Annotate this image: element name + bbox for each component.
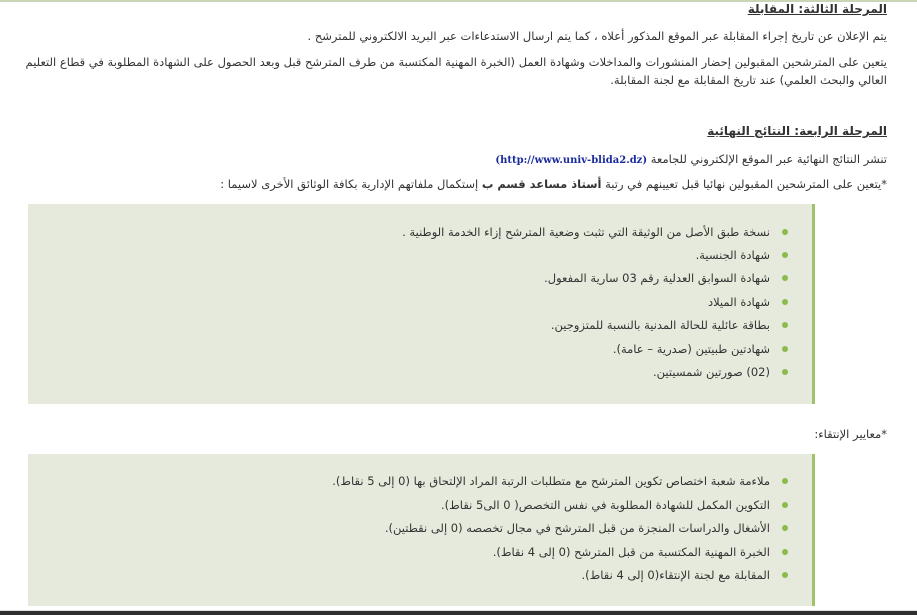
- bullet-icon: [782, 369, 788, 375]
- results-paragraph: [495, 150, 887, 170]
- list-item: شهادة الجنسية.: [696, 248, 788, 262]
- bullet-icon: [782, 299, 788, 305]
- requirements-paragraph: [220, 175, 887, 193]
- documents-box: [28, 204, 815, 404]
- bullet-icon: [782, 275, 788, 281]
- bullet-icon: [782, 322, 788, 328]
- criteria-heading: *معايير الإنتقاء:: [814, 427, 887, 441]
- stage3-paragraph-2-line-1: يتعين على المترشحين المقبولين إحضار المنشورات والمداخلات وشهادة العمل (الخبرة المهنية المكتسبة من طرف المترشح قبل وبعد الحصول على الشهادة المطلوبة في قطاع التعليم: [25, 55, 887, 69]
- list-item: شهادتين طبيتين (صدرية – عامة).: [613, 342, 788, 356]
- bullet-icon: [782, 549, 788, 555]
- bullet-icon: [782, 478, 788, 484]
- bullet-icon: [782, 572, 788, 578]
- stage3-paragraph-1: يتم الإعلان عن تاريخ إجراء المقابلة عبر الموقع المذكور أعلاه ، كما يتم ارسال الاستدعاءات عبر البريد الالكتروني للمترشح .: [307, 29, 887, 43]
- list-item: (02) صورتين شمسيتين.: [653, 365, 788, 379]
- list-item: الأشغال والدراسات المنجزة من قبل المترشح في مجال تخصصه (0 إلى نقطتين).: [385, 521, 788, 535]
- stage4-heading: المرحلة الرابعة: النتائج النهائية: [707, 124, 887, 138]
- list-item: شهادة الميلاد: [708, 295, 788, 309]
- university-website-link[interactable]: (http://www.univ-blida2.dz): [495, 155, 648, 166]
- list-item: شهادة السوابق العدلية رقم 03 سارية المفعول.: [544, 271, 788, 285]
- bullet-icon: [782, 229, 788, 235]
- bullet-icon: [782, 252, 788, 258]
- criteria-box: [28, 454, 815, 606]
- stage3-heading: المرحلة الثالثة: المقابلة: [747, 2, 887, 16]
- requirements-suffix: إستكمال ملفاتهم الإدارية بكافة الوثائق الأخرى لاسيما :: [220, 177, 479, 191]
- list-item: الخبرة المهنية المكتسبة من قبل المترشح (0 إلى 4 نقاط).: [493, 545, 788, 559]
- bullet-icon: [782, 502, 788, 508]
- bottom-divider: [0, 611, 917, 615]
- requirements-prefix: *يتعين على المترشحين المقبولين نهائيا قبل تعيينهم في رتبة: [605, 177, 887, 191]
- bullet-icon: [782, 346, 788, 352]
- list-item: ملاءمة شعبة اختصاص تكوين المترشح مع متطلبات الرتبة المراد الإلتحاق بها (0 إلى 5 نقاط).: [332, 474, 788, 488]
- list-item: التكوين المكمل للشهادة المطلوبة في نفس التخصص( 0 الى5 نقاط).: [441, 498, 788, 512]
- results-text: تنشر النتائج النهائية عبر الموقع الإلكتروني للجامعة: [650, 152, 887, 166]
- list-item: المقابلة مع لجنة الإنتقاء(0 إلى 4 نقاط).: [581, 568, 788, 582]
- bullet-icon: [782, 525, 788, 531]
- requirements-rank: أستاذ مساعد قسم ب: [481, 177, 602, 191]
- list-item: نسخة طبق الأصل من الوثيقة التي تثبت وضعية المترشح إزاء الخدمة الوطنية .: [402, 225, 788, 239]
- stage3-paragraph-2-line-2: العالي والبحث العلمي) عند تاريخ المقابلة مع لجنة المقابلة.: [610, 73, 887, 87]
- list-item: بطاقة عائلية للحالة المدنية بالنسبة للمتزوجين.: [551, 318, 788, 332]
